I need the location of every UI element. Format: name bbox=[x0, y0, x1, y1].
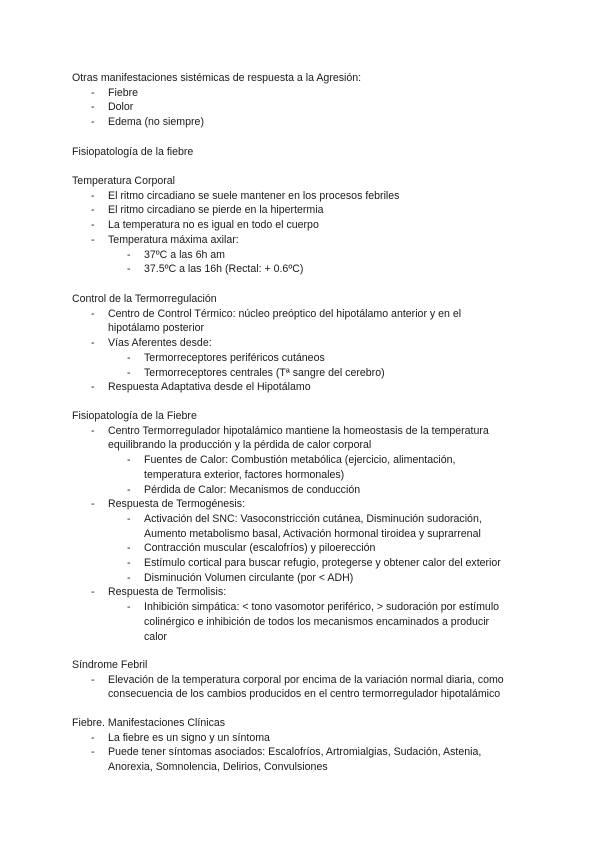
bullet-dash: - bbox=[127, 454, 131, 467]
list-item bbox=[72, 585, 532, 600]
list-item-text: Respuesta Adaptativa desde el Hipotálamo bbox=[108, 381, 311, 394]
list-item-text: Respuesta de Termogénesis: bbox=[108, 498, 246, 511]
list-item bbox=[72, 203, 532, 218]
sub-item-text: Termorreceptores periféricos cutáneos bbox=[144, 351, 325, 364]
list-item-text: Vías Aferentes desde: bbox=[108, 337, 212, 350]
bullet-dash: - bbox=[127, 483, 131, 496]
section-heading: Fisiopatología de la Fiebre bbox=[72, 410, 197, 422]
list-item bbox=[72, 673, 532, 702]
sub-item-text: Contracción muscular (escalofríos) y piloerección bbox=[144, 542, 376, 555]
list-item-text: Temperatura máxima axilar: bbox=[108, 233, 239, 246]
list-item-text: hipotálamo posterior bbox=[108, 322, 204, 335]
bullet-dash: - bbox=[127, 351, 131, 364]
section-heading: Síndrome Febril bbox=[72, 659, 148, 671]
sub-item bbox=[72, 483, 532, 498]
bullet-dash: - bbox=[127, 263, 131, 276]
sub-item-text: 37ºC a las 6h am bbox=[144, 248, 226, 261]
sub-item-text: temperatura exterior, factores hormonales) bbox=[144, 468, 345, 481]
sub-item-text: Pérdida de Calor: Mecanismos de conducción bbox=[144, 483, 361, 496]
list-item-text: El ritmo circadiano se suele mantener en los procesos febriles bbox=[108, 189, 400, 202]
section-fisiopatologia-fiebre bbox=[72, 409, 532, 644]
bullet-dash: - bbox=[91, 586, 95, 599]
section-temperatura bbox=[72, 174, 532, 277]
bullet-dash: - bbox=[91, 219, 95, 232]
sub-item-text: Inhibición simpática: < tono vasomotor periférico, > sudoración por estímulo bbox=[144, 601, 500, 614]
bullet-dash: - bbox=[91, 307, 95, 320]
list-item-text: Centro de Control Térmico: núcleo preóptico del hipotálamo anterior y en el bbox=[108, 307, 462, 320]
list-item bbox=[72, 86, 532, 101]
list-item bbox=[72, 307, 532, 336]
bullet-dash: - bbox=[91, 204, 95, 217]
bullet-dash: - bbox=[91, 86, 95, 99]
list-item bbox=[72, 731, 532, 746]
sub-item bbox=[72, 541, 532, 556]
list-item-text: Elevación de la temperatura corporal por encima de la variación normal diaria, como bbox=[108, 673, 504, 686]
section-systemic bbox=[72, 71, 532, 130]
list-item-text: Centro Termorregulador hipotalámico mantiene la homeostasis de la temperatura bbox=[108, 424, 489, 437]
sub-item-text: Activación del SNC: Vasoconstricción cutánea, Disminución sudoración, bbox=[144, 512, 482, 525]
list-item bbox=[72, 115, 532, 130]
section-control-termorregulacion bbox=[72, 292, 532, 395]
bullet-dash: - bbox=[91, 189, 95, 202]
bullet-dash: - bbox=[91, 116, 95, 129]
list-item bbox=[72, 189, 532, 204]
list-item-text: El ritmo circadiano se pierde en la hipertermia bbox=[108, 204, 324, 217]
list-item-text: La temperatura no es igual en todo el cuerpo bbox=[108, 219, 319, 232]
sub-item bbox=[72, 248, 532, 263]
list-item bbox=[72, 497, 532, 512]
sub-item-text: Estímulo cortical para buscar refugio, protegerse y obtener calor del exterior bbox=[144, 557, 501, 570]
sub-item-text: 37.5ºC a las 16h (Rectal: + 0.6ºC) bbox=[144, 263, 304, 276]
list-item bbox=[72, 336, 532, 351]
list-item-text: Edema (no siempre) bbox=[108, 116, 204, 129]
bullet-dash: - bbox=[127, 601, 131, 614]
bullet-dash: - bbox=[127, 557, 131, 570]
list-item-text: Dolor bbox=[108, 101, 134, 114]
bullet-dash: - bbox=[91, 673, 95, 686]
sub-item bbox=[72, 453, 532, 482]
section-heading: Fisiopatología de la fiebre bbox=[72, 146, 194, 158]
list-item-text: Respuesta de Termolisis: bbox=[108, 586, 227, 599]
list-item bbox=[72, 218, 532, 233]
sub-item bbox=[72, 512, 532, 541]
list-item bbox=[72, 233, 532, 248]
bullet-dash: - bbox=[127, 366, 131, 379]
section-heading: Control de la Termorregulación bbox=[72, 293, 217, 305]
sub-item-text: Aumento metabolismo basal, Activación hormonal tiroidea y suprarrenal bbox=[144, 527, 481, 540]
bullet-dash: - bbox=[127, 571, 131, 584]
section-heading: Otras manifestaciones sistémicas de respuesta a la Agresión: bbox=[72, 72, 362, 84]
list-item bbox=[72, 380, 532, 395]
sub-item-text: Termorreceptores centrales (Tª sangre del cerebro) bbox=[144, 366, 385, 379]
bullet-dash: - bbox=[91, 731, 95, 744]
bullet-dash: - bbox=[91, 101, 95, 114]
sub-item bbox=[72, 366, 532, 381]
list-item bbox=[72, 424, 532, 453]
bullet-dash: - bbox=[91, 424, 95, 437]
bullet-dash: - bbox=[91, 233, 95, 246]
list-item-text: Fiebre bbox=[108, 86, 139, 99]
list-item bbox=[72, 100, 532, 115]
section-fisiopatologia bbox=[72, 145, 532, 160]
sub-item bbox=[72, 556, 532, 571]
bullet-dash: - bbox=[91, 498, 95, 511]
list-item-text: La fiebre es un signo y un síntoma bbox=[108, 731, 270, 744]
section-sindrome-febril bbox=[72, 658, 532, 702]
bullet-dash: - bbox=[127, 512, 131, 525]
sub-item bbox=[72, 571, 532, 586]
bullet-dash: - bbox=[127, 248, 131, 261]
section-heading: Temperatura Corporal bbox=[72, 175, 176, 187]
sub-item bbox=[72, 262, 532, 277]
list-item-text: consecuencia de los cambios producidos en el centro termorregulador hipotalámico bbox=[108, 688, 501, 701]
sub-item-text: Fuentes de Calor: Combustión metabólica (ejercicio, alimentación, bbox=[144, 454, 456, 467]
sub-item-text: calor bbox=[144, 630, 167, 643]
sub-item bbox=[72, 351, 532, 366]
sub-item-text: colinérgico e inhibición de todos los mecanismos encaminados a producir bbox=[144, 615, 490, 628]
bullet-dash: - bbox=[127, 542, 131, 555]
list-item-text: Puede tener síntomas asociados: Escalofríos, Artromialgias, Sudación, Astenia, bbox=[108, 746, 482, 759]
list-item-text: Anorexia, Somnolencia, Delirios, Convulsiones bbox=[108, 761, 328, 774]
sub-item bbox=[72, 600, 532, 644]
bullet-dash: - bbox=[91, 746, 95, 759]
bullet-dash: - bbox=[91, 337, 95, 350]
list-item bbox=[72, 745, 532, 774]
sub-item-text: Disminución Volumen circulante (por < ADH) bbox=[144, 571, 354, 584]
section-heading: Fiebre. Manifestaciones Clínicas bbox=[72, 717, 226, 729]
section-manifestaciones-clinicas bbox=[72, 716, 532, 775]
list-item-text: equilibrando la producción y la pérdida de calor corporal bbox=[108, 439, 372, 452]
bullet-dash: - bbox=[91, 381, 95, 394]
